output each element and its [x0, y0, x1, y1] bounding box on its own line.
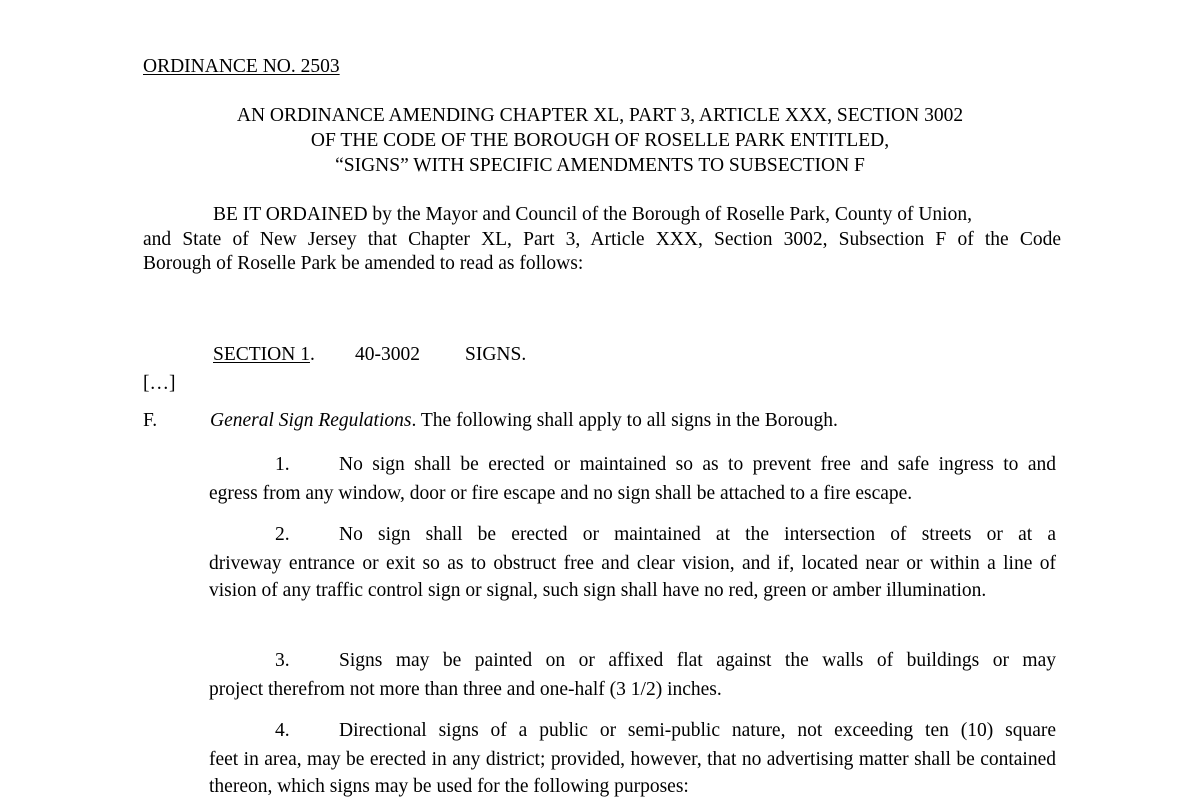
ordinance-number: ORDINANCE NO. 2503: [143, 56, 340, 77]
item-1-number: 1.: [275, 454, 290, 475]
item-2-number: 2.: [275, 524, 290, 545]
preamble-line-1: BE IT ORDAINED by the Mayor and Council of the Borough of Roselle Park, County of Union,: [213, 204, 972, 225]
title-line-3: “SIGNS” WITH SPECIFIC AMENDMENTS TO SUBSECTION F: [335, 155, 865, 176]
preamble-line-2: and State of New Jersey that Chapter XL, Part 3, Article XXX, Section 3002, Subsection F of the Code: [143, 229, 1061, 250]
title-line-2: OF THE CODE OF THE BOROUGH OF ROSELLE PARK ENTITLED,: [310, 130, 890, 151]
subsection-heading-rest: . The following shall apply to all signs in the Borough.: [411, 410, 838, 431]
subsection-heading: [210, 409, 838, 433]
item-1-rest: egress from any window, door or fire escape and no sign shall be attached to a fire escape.: [209, 483, 913, 504]
item-2-rest: driveway entrance or exit so as to obstruct free and clear vision, and if, located near or within a line of vision of any traffic control sign or signal, such sign shall have no red, green or amber illumination.: [209, 553, 1056, 602]
section-code: 40-3002: [355, 344, 420, 365]
title-line-1: AN ORDINANCE AMENDING CHAPTER XL, PART 3, ARTICLE XXX, SECTION 3002: [236, 105, 964, 126]
subsection-letter: F.: [143, 410, 158, 431]
item-4-rest: feet in area, may be erected in any district; provided, however, that no advertising matter shall be contained thereon, which signs may be used for the following purposes:: [209, 749, 1056, 798]
item-3-first-line: Signs may be painted on or affixed flat against the walls of buildings or may: [339, 650, 1056, 671]
section-name: SIGNS.: [465, 344, 527, 365]
section-period: .: [309, 344, 315, 365]
section-heading: [213, 343, 315, 367]
item-3-number: 3.: [275, 650, 290, 671]
item-2-first-line: No sign shall be erected or maintained at the intersection of streets or at a: [339, 524, 1056, 545]
item-4-first-line: Directional signs of a public or semi-public nature, not exceeding ten (10) square: [339, 720, 1056, 741]
preamble-line-3: Borough of Roselle Park be amended to read as follows:: [143, 253, 584, 274]
item-3-rest: project therefrom not more than three and one-half (3 1/2) inches.: [209, 679, 722, 700]
omission-ellipsis: […]: [143, 373, 176, 394]
subsection-heading-italic: General Sign Regulations: [210, 410, 412, 431]
item-1-first-line: No sign shall be erected or maintained so as to prevent free and safe ingress to and: [339, 454, 1056, 475]
item-4-number: 4.: [275, 720, 290, 741]
section-label: SECTION 1: [213, 344, 310, 365]
